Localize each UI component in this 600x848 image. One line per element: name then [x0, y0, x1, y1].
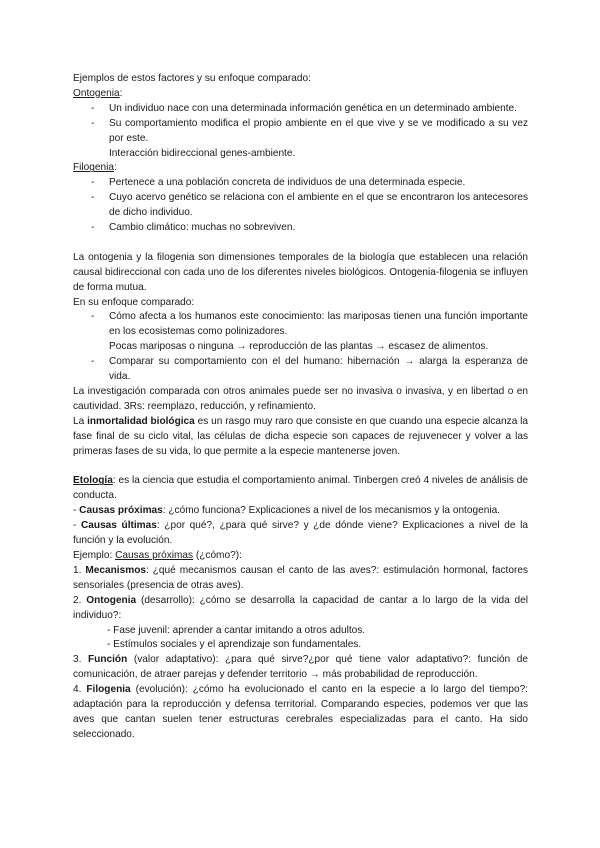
nivel-text: (desarrollo): ¿cómo se desarrolla la capacidad de cantar a lo largo de la vida del individuo?:	[73, 594, 528, 621]
nivel-text: (evolución): ¿cómo ha evolucionado el canto en la especie a lo largo del tiempo?: adaptación para la reproducción y defensa territorial. Comparando especies, podemos ver que las aves que cantan suelen tener estructuras cerebrales especializadas para el canto. Ha sido seleccionado.	[73, 684, 528, 740]
nivel-number: 2.	[73, 594, 87, 606]
bullet-dash: -	[91, 117, 95, 129]
etologia-def: : es la ciencia que estudia el comportamiento animal. Tinbergen creó 4 niveles de análisis de conducta.	[73, 475, 528, 502]
causas-proximas-text: : ¿cómo funciona? Explicaciones a nivel de los mecanismos y la ontogenia.	[162, 505, 500, 517]
causas-ultimas-term: Causas últimas	[81, 520, 157, 532]
paragraph-investigacion: La investigación comparada con otros animales puede ser no invasiva o invasiva, y en libertad o en cautividad. 3Rs: reemplazo, reducción, y refinamiento.	[73, 386, 528, 412]
nivel-term: Filogenia	[86, 684, 131, 696]
causas-proximas-term: Causas próximas	[79, 505, 163, 517]
intro-line: Ejemplos de estos factores y su enfoque comparado:	[73, 73, 311, 84]
ontogenia-sub-2: - Estímulos sociales y el aprendizaje son fundamentales.	[107, 639, 362, 651]
nivel-mecanismos	[73, 564, 528, 594]
nivel-ontogenia	[73, 594, 528, 624]
causas-proximas-prefix: -	[73, 505, 80, 517]
nivel-funcion	[73, 653, 528, 683]
enfoque-item-2-text: Comparar su comportamiento con el del humano: hibernación → alarga la esperanza de vida.	[109, 356, 528, 383]
filogenia-item-1-text: Pertenece a una población concreta de individuos de una determinada especie.	[109, 177, 466, 189]
ontogenia-item-1-text: Un individuo nace con una determinada información genética en un determinado ambiente.	[109, 102, 517, 114]
inmortalidad-term: inmortalidad biológica	[87, 415, 195, 427]
enfoque-item-1-text: Cómo afecta a los humanos este conocimiento: las mariposas tienen una función importante en los ecosistemas como polinizadores.	[109, 311, 528, 338]
inmortalidad-post: es un rasgo muy raro que consiste en que cuando una especie alcanza la fase final de su ciclo vital, las células de dicha especie son capaces de rejuvenecer y volver a las primeras fases de su vida, lo que permite a la especie mantenerse joven.	[73, 415, 528, 457]
bullet-dash: -	[91, 192, 95, 204]
bullet-dash: -	[91, 177, 95, 189]
filogenia-heading-colon: :	[113, 162, 117, 174]
filogenia-heading-text: Filogenia	[73, 162, 114, 174]
bullet-dash: -	[91, 222, 95, 234]
filogenia-item-2	[73, 191, 528, 221]
filogenia-item-3	[73, 221, 528, 236]
ontogenia-sub-1: - Fase juvenil: aprender a cantar imitando a otros adultos.	[107, 624, 366, 636]
ejemplo-causas-proximas: Causas próximas	[115, 549, 194, 561]
etologia-definition	[73, 474, 528, 504]
nivel-number: 4.	[73, 684, 87, 696]
ontogenia-heading-colon: :	[119, 87, 123, 99]
ejemplo-post: (¿cómo?):	[193, 549, 242, 561]
ontogenia-heading-text: Ontogenia	[73, 87, 120, 99]
causas-proximas	[73, 504, 528, 519]
nivel-text: : ¿qué mecanismos causan el canto de las aves?: estimulación hormonal, factores sensoriales (presencia de otras aves).	[73, 564, 528, 591]
ejemplo-pre: Ejemplo:	[73, 549, 116, 561]
causas-ultimas	[73, 519, 528, 549]
ontogenia-item-2-text: Su comportamiento modifica el propio ambiente en el que vive y se ve modificado a su vez por este.	[109, 117, 528, 144]
inmortalidad-pre: La	[73, 415, 88, 427]
nivel-text: (valor adaptativo): ¿para qué sirve?¿por qué tiene valor adaptativo?: función de comunicación, de atraer parejas y defender territorio → más probabilidad de reproducción.	[73, 654, 528, 681]
enfoque-intro: En su enfoque comparado:	[73, 296, 195, 308]
paragraph-ontogenia-filogenia: La ontogenia y la filogenia son dimensiones temporales de la biología que establecen una relación causal bidireccional con cada uno de los diferentes niveles biológicos. Ontogenia-filogenia se influyen de forma mutua.	[73, 251, 528, 293]
document-page	[73, 72, 528, 743]
ontogenia-note: Interacción bidireccional genes-ambiente.	[109, 147, 296, 159]
enfoque-item-1-note: Pocas mariposas o ninguna → reproducción de las plantas → escasez de alimentos.	[109, 341, 489, 353]
ontogenia-heading	[73, 87, 528, 102]
nivel-term: Ontogenia	[86, 594, 137, 606]
filogenia-item-1	[73, 176, 528, 191]
bullet-dash: -	[91, 311, 95, 323]
causas-ultimas-text: : ¿por qué?, ¿para qué sirve? y ¿de dónde viene? Explicaciones a nivel de la función y la evolución.	[73, 520, 528, 547]
paragraph-inmortalidad	[73, 415, 528, 460]
ontogenia-item-2	[73, 117, 528, 147]
bullet-dash: -	[91, 356, 95, 368]
enfoque-item-1	[73, 310, 528, 340]
spacer	[73, 236, 528, 251]
causas-ultimas-prefix: -	[73, 520, 81, 532]
ejemplo-line	[73, 549, 528, 564]
spacer	[73, 460, 528, 475]
nivel-number: 3.	[73, 654, 89, 666]
nivel-term: Función	[88, 654, 128, 666]
nivel-term: Mecanismos	[85, 564, 146, 576]
etologia-term: Etología	[73, 475, 113, 487]
nivel-number: 1.	[73, 564, 86, 576]
bullet-dash: -	[91, 102, 95, 114]
enfoque-item-2	[73, 355, 528, 385]
ontogenia-item-1	[73, 102, 528, 117]
filogenia-item-2-text: Cuyo acervo genético se relaciona con el ambiente en el que se encontraron los antecesores de dicho individuo.	[109, 192, 528, 219]
filogenia-item-3-text: Cambio climático: muchas no sobreviven.	[109, 222, 296, 234]
filogenia-heading	[73, 161, 528, 176]
nivel-filogenia	[73, 683, 528, 743]
